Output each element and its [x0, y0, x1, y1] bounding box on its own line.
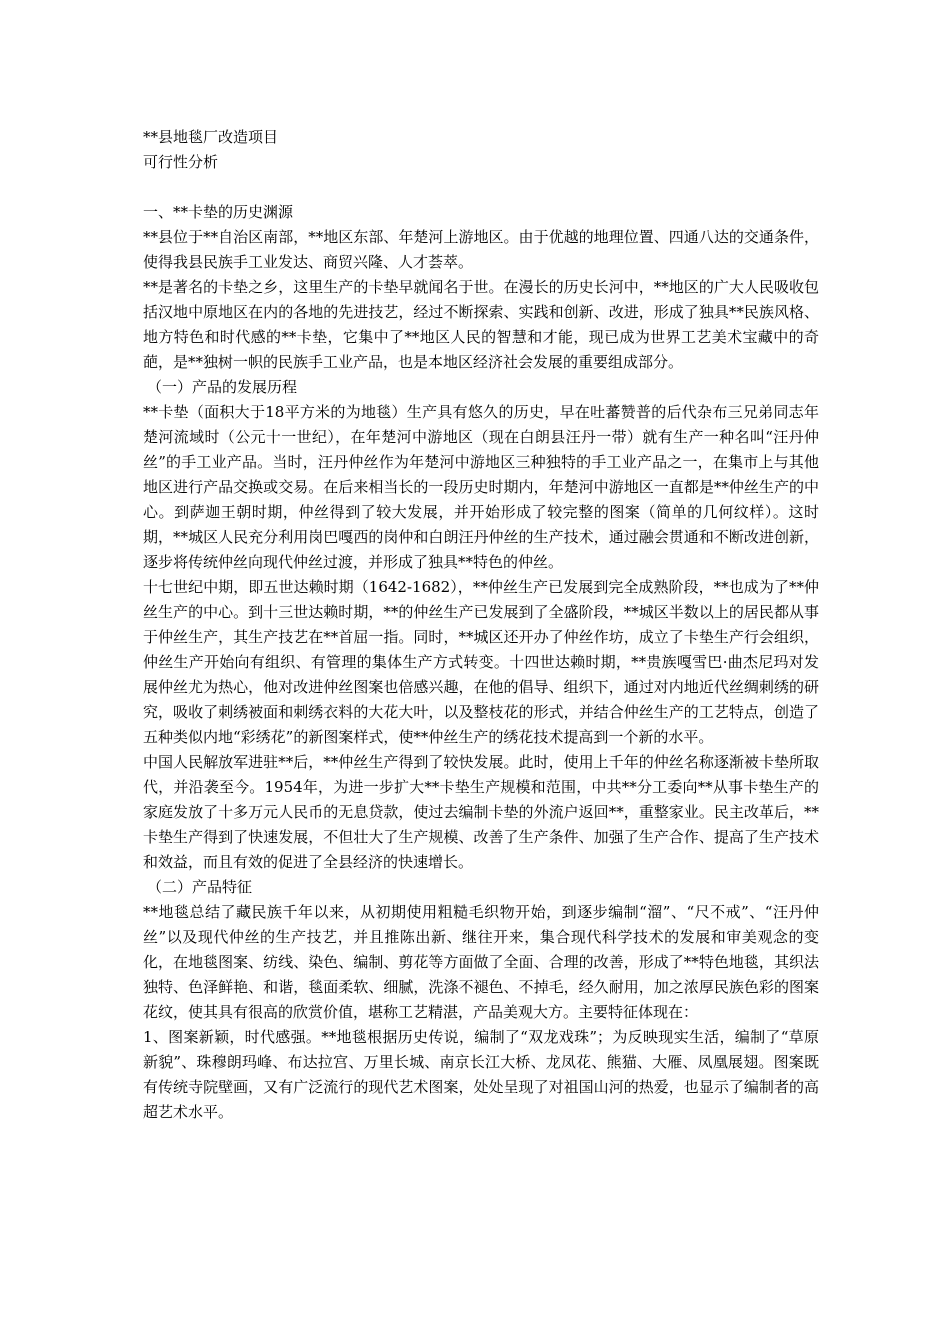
- paragraph-early-history: **卡垫（面积大于18平方米的为地毯）生产具有悠久的历史，早在吐蕃赞普的后代杂布三兄弟同志年楚河流域时（公元十一世纪），在年楚河中游地区（现在白朗县汪丹一带）就有生产一种名叫“汪丹仲丝”的手工业产品。当时，汪丹仲丝作为年楚河中游地区三种独特的手工业产品之一，在集市上与其他地区进行产品交换或交易。在后来相当长的一段历史时期内，年楚河中游地区一直都是**仲丝生产的中心。到萨迦王朝时期，仲丝得到了较大发展，并开始形成了较完整的图案（简单的几何纹样）。这时期，**城区人民充分利用岗巴嘎西的岗仲和白朗汪丹仲丝的生产技术，通过融会贯通和不断改进创新，逐步将传统仲丝向现代仲丝过渡，并形成了独具**特色的仲丝。: [143, 403, 819, 571]
- blank-line: [143, 175, 819, 200]
- paragraph-feature-1: 1、图案新颖，时代感强。**地毯根据历史传说，编制了“双龙戏珠”；为反映现实生活，编制了“草原新貌”、珠穆朗玛峰、布达拉宫、万里长城、南京长江大桥、龙凤花、熊猫、大雁、凤凰展翅。图案既有传统寺院壁画，又有广泛流行的现代艺术图案，处处呈现了对祖国山河的热爱，也显示了编制者的高超艺术水平。: [143, 1028, 819, 1121]
- document-page: [143, 125, 819, 1125]
- subsection-heading-development: （一）产品的发展历程: [147, 378, 298, 396]
- document-title: **县地毯厂改造项目: [143, 128, 279, 146]
- section-heading-history: 一、**卡垫的历史渊源: [143, 203, 294, 221]
- paragraph-17th-century: 十七世纪中期，即五世达赖时期（1642-1682），**仲丝生产已发展到完全成熟阶段，**也成为了**仲丝生产的中心。到十三世达赖时期，**的仲丝生产已发展到了全盛阶段，**城区半数以上的居民都从事于仲丝生产，其生产技艺在**首屈一指。同时，**城区还开办了仲丝作坊，成立了卡垫生产行会组织，仲丝生产开始向有组织、有管理的集体生产方式转变。十四世达赖时期，**贵族嘎雪巴·曲杰尼玛对发展仲丝尤为热心，他对改进仲丝图案也倍感兴趣，在他的倡导、组织下，通过对内地近代丝绸刺绣的研究，吸收了刺绣被面和刺绣衣料的大花大叶，以及整枝花的形式，并结合仲丝生产的工艺特点，创造了五种类似内地“彩绣花”的新图案样式，使**仲丝生产的绣花技术提高到一个新的水平。: [143, 578, 819, 746]
- subsection-heading-features: （二）产品特征: [147, 878, 253, 896]
- paragraph-liberation: 中国人民解放军进驻**后，**仲丝生产得到了较快发展。此时，使用上千年的仲丝名称逐渐被卡垫所取代，并沿袭至今。1954年，为进一步扩大**卡垫生产规模和范围，中共**分工委向**从事卡垫生产的家庭发放了十多万元人民币的无息贷款，使过去编制卡垫的外流户返回**，重整家业。民主改革后，**卡垫生产得到了快速发展，不但壮大了生产规模、改善了生产条件、加强了生产合作、提高了生产技术和效益，而且有效的促进了全县经济的快速增长。: [143, 753, 819, 871]
- paragraph-features-summary: **地毯总结了藏民族千年以来，从初期使用粗糙毛织物开始，到逐步编制“溜”、“尺不戒”、“汪丹仲丝”以及现代仲丝的生产技艺，并且推陈出新、继往开来，集合现代科学技术的发展和审美观念的变化，在地毯图案、纺线、染色、编制、剪花等方面做了全面、合理的改善，形成了**特色地毯，其织法独特、色泽鲜艳、和谐，毯面柔软、细腻，洗涤不褪色、不掉毛，经久耐用，加之浓厚民族色彩的图案花纹，使其具有很高的欣赏价值，堪称工艺精湛，产品美观大方。主要特征体现在：: [143, 903, 819, 1021]
- paragraph-kadian-hometown: **是著名的卡垫之乡，这里生产的卡垫早就闻名于世。在漫长的历史长河中，**地区的广大人民吸收包括汉地中原地区在内的各地的先进技艺，经过不断探索、实践和创新、改进，形成了独具**民族风格、地方特色和时代感的**卡垫，它集中了**地区人民的智慧和才能，现已成为世界工艺美术宝藏中的奇葩，是**独树一帜的民族手工业产品，也是本地区经济社会发展的重要组成部分。: [143, 278, 819, 371]
- paragraph-location: **县位于**自治区南部，**地区东部、年楚河上游地区。由于优越的地理位置、四通八达的交通条件，使得我县民族手工业发达、商贸兴隆、人才荟萃。: [143, 228, 819, 271]
- document-subtitle: 可行性分析: [143, 153, 219, 171]
